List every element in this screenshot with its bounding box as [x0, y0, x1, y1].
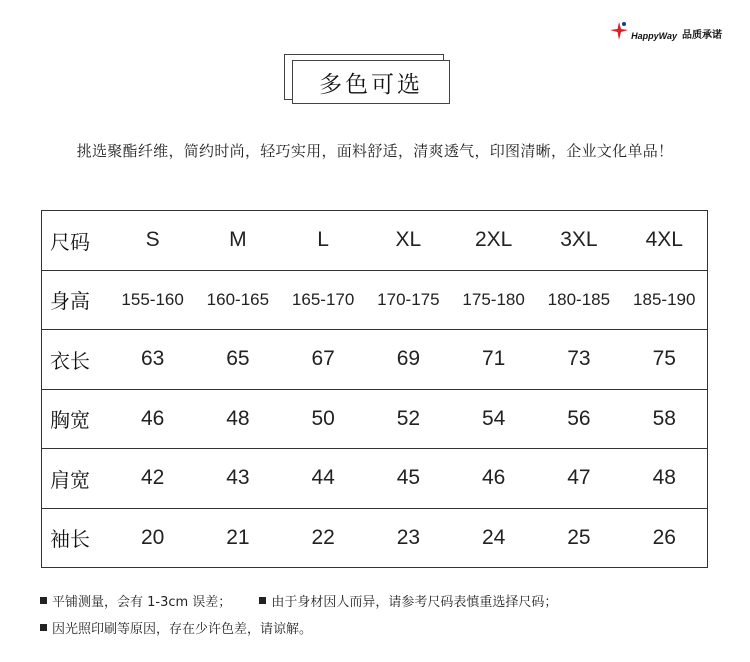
table-cell: 56 — [567, 406, 591, 430]
table-cell: 75 — [652, 347, 676, 371]
header-label: 尺码 — [50, 229, 90, 254]
note-measurement: 平铺测量，会有 1-3cm 误差； — [52, 594, 232, 610]
size-4xl: 4XL — [645, 228, 683, 252]
square-bullet-icon — [40, 624, 47, 631]
table-row-sleeve — [42, 508, 708, 568]
square-bullet-icon — [259, 597, 266, 604]
square-bullet-icon — [40, 597, 47, 604]
brand-logo — [608, 20, 722, 42]
table-cell: 185-190 — [633, 289, 696, 309]
size-2xl: 2XL — [474, 228, 513, 252]
table-cell: 47 — [567, 466, 591, 490]
table-cell: 170-175 — [377, 289, 440, 309]
product-description: 挑选聚酯纤维，简约时尚，轻巧实用，面料舒适，清爽透气，印图清晰，企业文化单品！ — [76, 142, 674, 160]
table-cell: 42 — [140, 466, 165, 490]
table-cell: 58 — [652, 406, 676, 430]
size-3xl: 3XL — [560, 228, 598, 252]
table-cell: 46 — [140, 406, 165, 430]
table-row-height — [42, 270, 708, 330]
row-label: 袖长 — [50, 527, 90, 552]
table-cell: 54 — [481, 406, 506, 430]
table-cell: 155-160 — [121, 289, 184, 309]
note-color-difference: 因光照印刷等原因，存在少许色差，请谅解。 — [52, 621, 313, 637]
page-title: 多色可选 — [292, 60, 450, 104]
table-cell: 44 — [311, 466, 335, 490]
table-cell: 71 — [481, 347, 506, 371]
table-row-chest — [42, 389, 708, 449]
table-cell: 50 — [311, 406, 335, 430]
table-cell: 160-165 — [206, 289, 270, 309]
table-cell: 69 — [396, 347, 421, 371]
table-cell: 24 — [481, 525, 506, 549]
table-cell: 165-170 — [291, 289, 355, 309]
table-cell: 63 — [140, 347, 165, 371]
note-line-1 — [40, 590, 557, 610]
size-notes — [40, 590, 557, 644]
table-cell: 45 — [396, 466, 421, 490]
table-cell: 48 — [652, 466, 676, 490]
row-label: 身高 — [50, 289, 90, 314]
title-box — [284, 54, 454, 110]
table-cell: 180-185 — [547, 289, 611, 309]
table-cell: 175-180 — [462, 289, 525, 309]
table-row-shoulder — [42, 449, 708, 509]
note-line-2 — [40, 617, 557, 637]
size-l: L — [317, 228, 329, 252]
size-s: S — [145, 228, 160, 252]
table-cell: 48 — [226, 406, 250, 430]
table-cell: 21 — [226, 525, 250, 549]
row-label: 胸宽 — [50, 408, 90, 433]
size-m: M — [229, 228, 247, 252]
table-cell: 26 — [652, 525, 676, 549]
table-cell: 46 — [481, 466, 506, 490]
table-cell: 67 — [311, 347, 335, 371]
table-cell: 23 — [396, 525, 421, 549]
row-label: 衣长 — [50, 348, 90, 373]
happyway-star-icon — [608, 20, 630, 42]
brand-name: HappyWay — [631, 30, 677, 41]
table-cell: 65 — [226, 347, 250, 371]
table-cell: 73 — [567, 347, 591, 371]
note-body-shape: 由于身材因人而异，请参考尺码表慎重选择尺码； — [271, 594, 558, 610]
table-cell: 43 — [226, 466, 250, 490]
table-cell: 20 — [140, 525, 165, 549]
table-cell: 52 — [396, 406, 421, 430]
size-chart-table — [41, 210, 708, 568]
table-cell: 22 — [311, 525, 335, 549]
size-xl: XL — [395, 228, 422, 252]
size-header-row — [42, 211, 708, 271]
brand-tagline: 品质承诺 — [682, 30, 722, 41]
row-label: 肩宽 — [50, 467, 90, 492]
table-cell: 25 — [567, 525, 591, 549]
table-row-length — [42, 330, 708, 390]
